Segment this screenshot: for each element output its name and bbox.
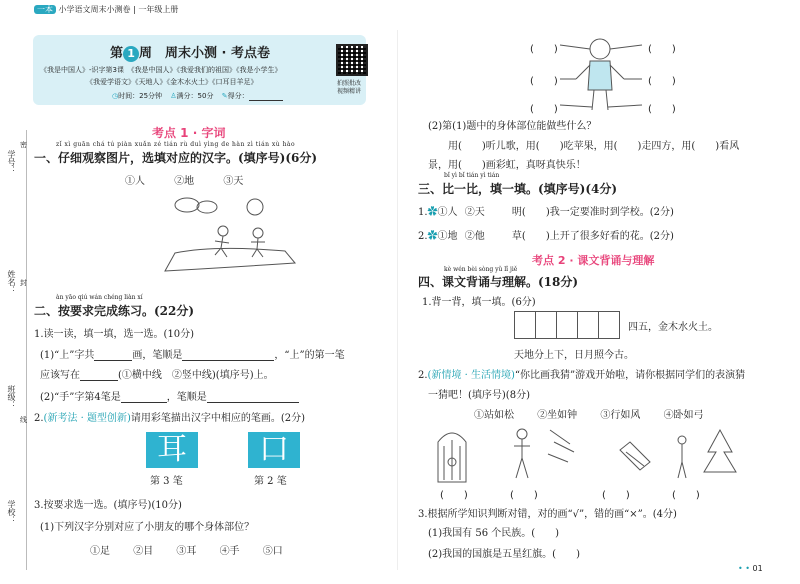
q4-sub3: 3.根据所学知识判断对错，对的画“√”，错的画“×”。(4分) [418,509,677,520]
q1-heading: 一、仔细观察图片，选填对应的汉字。(填序号)(6分) [34,151,318,165]
q2-sub2: 2.(新考法 · 题型创新)请用彩笔描出汉字中相应的笔画。(2分) [34,413,306,424]
q4-sub3-2: (2)我国的国旗是五星红旗。( ) [428,549,580,560]
qr-caption: 拍照批改 视频精讲 [337,80,362,95]
q3-heading: 三、比一比，填一填。(填序号)(4分) [418,182,618,196]
q2-sub3-1: (1)下列汉字分别对应了小朋友的哪个身体部位？ [40,522,255,533]
q-use-line2: 景，用( )画彩虹，真呀真快乐！ [428,160,586,171]
answer-paren[interactable]: ( ) [530,104,558,115]
school-label: 学校： [7,500,16,524]
series-title: 小学语文周末小测卷 [58,5,131,14]
grade-label: 一年级上册 [138,5,179,14]
q1-options [125,172,243,187]
q3-row-2: 2.✿①地 ②他 草( )上开了很多好看的花。(2分) [418,231,674,242]
q4-sub1-tail: 四五，金木水火土。 [628,322,718,333]
writing-grid[interactable] [514,311,620,339]
answer-paren[interactable]: ( ) [648,104,676,115]
line-position-blank[interactable] [80,368,118,381]
posture-illustrations [430,422,750,484]
q2-sub3: 3.按要求选一选。(填序号)(10分) [34,500,182,511]
q1-option-1: ①人 [125,176,145,187]
scope-line-1: 《我是中国人》-识字第3课 《我是中国人》《我爱我们的祖国》《我是小学生》 [40,66,282,74]
q3-pinyin: bǐ yì bǐ tián yì tián [444,172,500,179]
week-number-badge: 1 [123,46,139,62]
score-label: 满分：50分 [176,92,214,100]
answer-paren[interactable]: ( ) [672,490,700,501]
q3-row-1: 1.✿①人 ②天 明( )我一定要准时到学校。(2分) [418,207,674,218]
q4-pinyin: kè wén bèi sòng yǔ lǐ jiě [444,266,518,273]
q2-sub1-line2: 应该写在 (①横中线 ②竖中线)(填序号)上。 [40,370,274,381]
q1-pinyin: zǐ xì guān chá tú piàn xuǎn zé tián rù duì yìng de hàn zì tián xù hào [56,141,296,148]
answer-paren[interactable]: ( ) [510,490,538,501]
q4-heading: 四、课文背诵与理解。(18分) [418,275,579,289]
answer-paren[interactable]: ( ) [530,76,558,87]
time-label: 时间：25分钟 [118,92,163,100]
q1-option-3: ③天 [223,176,244,187]
seal-mark-1: 密 [20,141,27,149]
flower-icon: ✿ [427,231,438,242]
char-kou-label: 第 2 笔 [254,476,287,487]
q4-sub3-1: (1)我国有 56 个民族。( ) [428,528,560,539]
q2-sub1-line3: (2)“手”字第4笔是 ，笔顺是 [40,388,299,403]
stroke-order-blank[interactable] [182,348,274,361]
kd2-title: 考点 2 · 课文背诵与理解 [532,254,655,267]
class-label: 班级： [7,385,16,409]
q2-sub1-line1: (1)“上”字共 画，笔顺是 ，“上”的第一笔 [40,350,345,361]
q4-sub1-line2: 天地分上下，日月照今古。 [514,350,634,361]
answer-paren[interactable]: ( ) [648,76,676,87]
option-ear: ③耳 [176,546,197,557]
option-mouth: ⑤口 [262,546,283,557]
char-kou-box[interactable]: 口 [248,432,300,468]
seal-mark-2: 封 [20,279,27,287]
page-divider [397,30,398,570]
answer-paren[interactable]: ( ) [530,44,558,55]
flower-icon: ✿ [427,207,438,218]
option-foot: ①足 [90,546,110,557]
new-method-tag: (新考法 · 题型创新) [43,413,131,424]
q-use-heading: (2)第(1)题中的身体部位能做些什么？ [428,121,597,132]
char-er-box[interactable]: 耳 [146,432,198,468]
answer-paren[interactable]: ( ) [602,490,630,501]
top-bar: 一本 小学语文周末小测卷 | 一年级上册 [34,4,178,15]
header-title: 第 1 周 周末小测 · 考点卷 [110,46,271,61]
char-er-label: 第 3 笔 [150,476,183,487]
page-number: • • 01 [738,564,763,573]
option-eye: ②目 [133,546,154,557]
q2-sub1: 1.读一读，填一填，选一选。(10分) [34,329,195,340]
q4-sub2: 2.(新情境 · 生活情境)“你比画我猜”游戏开始啦，请你根据同学们的表演猜 [418,370,746,381]
stroke-count-blank[interactable] [94,348,132,361]
q4-sub1: 1.背一背，填一填。(6分) [422,297,536,308]
seal-mark-3: 线 [20,416,27,424]
q4-sub2-options: ①站如松 ②坐如钟 ③行如风 ④卧如弓 [474,410,704,421]
student-id-label: 学号： [7,150,16,174]
q2-heading: 二、按要求完成练习。(22分) [34,304,195,318]
got-label: 得分： [227,92,249,100]
exam-meta: ◷时间：25分钟 ♙满分：50分 ✎得分： [112,91,283,101]
name-label: 姓名： [7,270,16,294]
kids-running-illustration [155,193,305,278]
answer-paren[interactable]: ( ) [440,490,468,501]
body-part-options [90,542,283,557]
q4-sub2-line2: 一猜吧！(填序号)(8分) [428,390,530,401]
new-context-tag: (新情境 · 生活情境) [427,370,515,381]
fourth-stroke-blank[interactable] [121,390,167,403]
brand-badge: 一本 [34,5,56,14]
hand-stroke-order-blank[interactable] [207,390,299,403]
qr-code[interactable] [336,44,368,76]
option-hand: ④手 [219,546,240,557]
q-use-line1: 用( )听儿歌，用( )吃苹果，用( )走四方，用( )看风 [448,141,740,152]
q2-pinyin: àn yāo qiú wán chéng liàn xí [56,294,143,301]
binding-line [26,130,27,570]
kd1-title: 考点 1 · 字词 [152,126,226,140]
q1-option-2: ②地 [174,176,195,187]
answer-paren[interactable]: ( ) [648,44,676,55]
scope-line-2: 《我爱学语文》《天地人》《金木水火土》《口耳目羊足》 [86,78,258,86]
